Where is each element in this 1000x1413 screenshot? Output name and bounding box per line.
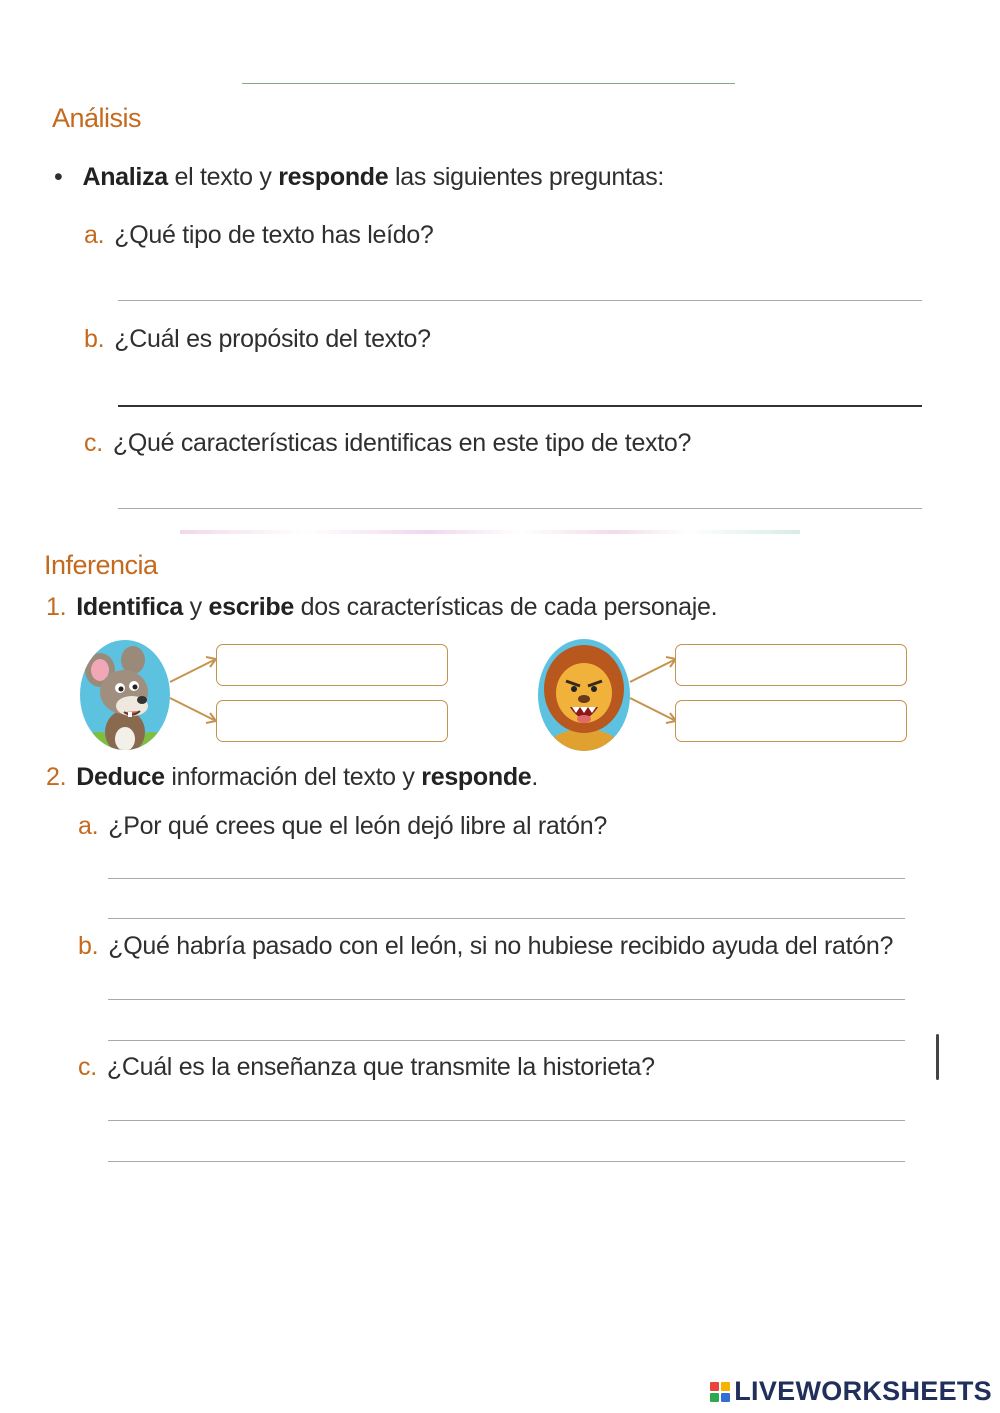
answer-line-inference-a-2[interactable] [108,918,905,919]
scan-artifact [180,530,800,534]
mouse-illustration [78,636,172,752]
lion-trait-box-2[interactable] [675,700,907,742]
analysis-title: Análisis [52,103,142,133]
lion-trait-box-1[interactable] [675,644,907,686]
answer-line-inference-c-1[interactable] [108,1120,905,1121]
mouse-trait-box-2[interactable] [216,700,448,742]
answer-line-inference-a-1[interactable] [108,878,905,879]
analysis-question-b: b. ¿Cuál es propósito del texto? [84,325,431,353]
answer-line-inference-b-1[interactable] [108,999,905,1000]
inference-question-a: a. ¿Por qué crees que el león dejó libre al ratón? [78,812,607,840]
liveworksheets-logo [710,1376,992,1407]
logo-text: LIVEWORKSHEETS [734,1376,992,1406]
logo-square-4 [721,1393,730,1402]
answer-line-analysis-b[interactable] [118,405,922,407]
analysis-question-c: c. ¿Qué características identificas en este tipo de texto? [84,429,692,457]
logo-square-2 [721,1382,730,1391]
answer-line-analysis-a[interactable] [118,300,922,301]
inference-question-b: b. ¿Qué habría pasado con el león, si no hubiese recibido ayuda del ratón? [78,932,894,960]
scan-edge-mark [936,1034,939,1080]
logo-grid-icon [710,1382,730,1402]
lion-illustration [536,633,632,753]
answer-line-inference-c-2[interactable] [108,1161,905,1162]
inference-task-1: 1. Identifica y escribe dos características de cada personaje. [46,593,718,621]
logo-square-3 [710,1393,719,1402]
analysis-instruction: • Analiza el texto y responde las siguientes preguntas: [54,163,665,191]
analysis-question-a: a. ¿Qué tipo de texto has leído? [84,221,434,249]
inference-question-c: c. ¿Cuál es la enseñanza que transmite la historieta? [78,1053,655,1081]
inference-title: Inferencia [44,550,158,580]
lion-arrows [626,650,682,730]
answer-line-inference-b-2[interactable] [108,1040,905,1041]
mouse-arrows [166,650,222,730]
bullet: • [54,163,63,191]
inference-task-2: 2. Deduce información del texto y responde. [46,763,539,791]
answer-line-analysis-c[interactable] [118,508,922,509]
top-rule [242,83,735,84]
logo-square-1 [710,1382,719,1391]
mouse-trait-box-1[interactable] [216,644,448,686]
